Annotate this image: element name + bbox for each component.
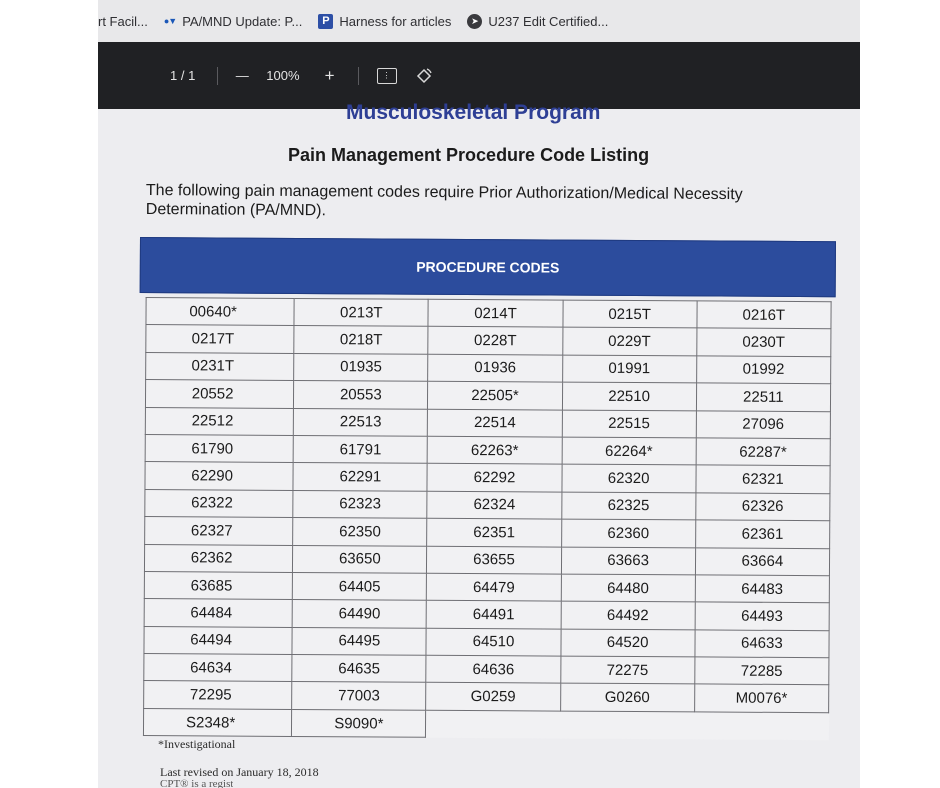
code-cell: 62290	[145, 462, 293, 490]
code-cell: 22512	[145, 407, 293, 435]
code-cell: 64520	[560, 629, 694, 657]
code-cell: 20552	[145, 380, 293, 408]
code-cell: 64633	[695, 630, 830, 658]
bookmark-2[interactable]	[164, 14, 303, 29]
code-cell: 63663	[561, 547, 695, 575]
code-cell: 62323	[293, 490, 427, 518]
table-row	[144, 654, 829, 686]
code-cell: S9090*	[292, 709, 426, 737]
page-indicator[interactable]: 1 / 1	[170, 68, 196, 83]
code-cell: 63650	[293, 545, 427, 573]
code-cell: 64510	[426, 628, 560, 656]
table-header: PROCEDURE CODES	[140, 237, 836, 297]
bookmarks-bar	[98, 0, 860, 42]
zoom-in-button[interactable]: +	[324, 65, 335, 85]
pdf-toolbar	[98, 42, 860, 109]
table-row	[144, 626, 829, 658]
table-row	[145, 380, 830, 412]
code-cell: 22515	[562, 410, 696, 438]
code-cell: 0214T	[428, 299, 562, 327]
code-cell: 0229T	[562, 327, 696, 355]
code-cell: 62264*	[562, 437, 696, 465]
code-cell: 63685	[144, 571, 292, 599]
code-cell: 22511	[696, 383, 831, 411]
code-cell	[560, 711, 694, 739]
bookmark-label: rt Facil...	[98, 13, 148, 29]
code-cell: 01936	[428, 354, 562, 382]
photo-frame	[98, 0, 860, 788]
table-row	[145, 489, 830, 521]
code-cell: 62325	[561, 492, 695, 520]
code-cell: 0231T	[146, 352, 294, 380]
code-cell: 22513	[293, 408, 427, 436]
code-cell: 62322	[145, 489, 293, 517]
code-cell: 61790	[145, 434, 293, 462]
table-row	[144, 599, 829, 631]
code-cell: 64493	[695, 602, 830, 630]
document-title: Pain Management Procedure Code Listing	[288, 145, 650, 165]
code-cell: 64635	[292, 655, 426, 683]
code-cell: 62321	[696, 465, 831, 493]
code-cell: 64491	[427, 601, 561, 629]
table-row	[146, 325, 831, 357]
code-cell: 63664	[695, 547, 830, 575]
code-cell: 62350	[293, 518, 427, 546]
code-cell: 62320	[561, 464, 695, 492]
code-cell: 64484	[144, 599, 292, 627]
zoom-out-button[interactable]: —	[235, 68, 249, 83]
table-row	[145, 434, 830, 466]
round-logo-icon: ➤	[467, 14, 482, 29]
code-cell: 77003	[292, 682, 426, 710]
code-cell: 22510	[562, 382, 696, 410]
bookmark-1[interactable]	[98, 14, 148, 29]
code-cell: 64494	[144, 626, 292, 654]
code-cell: 63655	[427, 546, 561, 574]
procedure-codes-table	[137, 237, 836, 740]
bookmark-3[interactable]	[318, 14, 451, 29]
code-cell: 64634	[144, 654, 292, 682]
pdf-page	[98, 101, 860, 788]
toolbar-divider	[358, 67, 359, 85]
code-cell: 62287*	[696, 438, 831, 466]
fit-page-icon[interactable]: ⋮	[377, 68, 397, 84]
table-row	[146, 298, 831, 330]
code-cell: M0076*	[694, 684, 829, 712]
code-cell: 20553	[294, 381, 428, 409]
code-cell: 62291	[293, 463, 427, 491]
code-cell: 62361	[695, 520, 830, 548]
code-cell: 62351	[427, 518, 561, 546]
code-cell: 64479	[427, 573, 561, 601]
table-row	[146, 352, 831, 384]
bookmark-label: PA/MND Update: P...	[182, 13, 303, 29]
code-cell: 0230T	[696, 328, 831, 356]
bookmark-4[interactable]	[467, 14, 608, 29]
code-cell: 0228T	[428, 327, 562, 355]
code-cell: 01992	[696, 356, 831, 384]
code-cell: 22505*	[428, 381, 562, 409]
toolbar-divider	[217, 67, 218, 85]
code-cell: 72285	[694, 657, 829, 685]
code-cell: 72275	[560, 656, 694, 684]
rotate-icon[interactable]	[415, 67, 433, 85]
code-cell: 62292	[427, 464, 561, 492]
code-cell: 62360	[561, 519, 695, 547]
codes-grid	[143, 297, 832, 740]
bookmark-label: U237 Edit Certified...	[488, 13, 609, 29]
zoom-level[interactable]: 100%	[266, 68, 300, 83]
code-cell: 62327	[145, 517, 293, 545]
code-cell: 72295	[144, 681, 292, 709]
code-cell: 0217T	[146, 325, 294, 353]
code-cell: 64405	[292, 572, 426, 600]
table-row	[145, 407, 830, 439]
code-cell: 0216T	[697, 301, 832, 329]
footnote: *Investigational	[158, 737, 236, 751]
code-cell	[694, 712, 829, 740]
code-cell: 62324	[427, 491, 561, 519]
intro-text: The following pain management codes require Prior Authorization/Medical Necessity Determination (PA/MND).	[145, 181, 743, 220]
cpt-notice: CPT® is a regist	[160, 778, 234, 788]
code-cell: 00640*	[146, 298, 294, 326]
table-row	[144, 544, 829, 576]
code-cell: 62362	[144, 544, 292, 572]
table-row	[144, 681, 829, 713]
code-cell: S2348*	[143, 708, 291, 736]
code-cell: 0213T	[294, 298, 428, 326]
program-title: Musculoskeletal Program	[346, 101, 601, 124]
code-cell: 62263*	[428, 436, 562, 464]
table-row	[145, 517, 830, 549]
code-cell: G0259	[426, 683, 560, 711]
code-cell: 0218T	[294, 326, 428, 354]
revision-date: Last revised on January 18, 2018	[160, 765, 319, 779]
code-cell: 0215T	[562, 300, 696, 328]
code-cell: 64492	[561, 601, 695, 629]
code-cell: 64483	[695, 575, 830, 603]
code-cell	[426, 710, 560, 738]
code-cell: 22514	[428, 409, 562, 437]
code-cell: 64490	[292, 600, 426, 628]
table-row	[145, 462, 830, 494]
p-logo-icon: P	[318, 14, 333, 29]
code-cell: 64495	[292, 627, 426, 655]
code-cell: 64636	[426, 655, 560, 683]
dots-icon: ●▼	[163, 16, 177, 26]
table-row	[144, 571, 829, 603]
code-cell: 01991	[562, 355, 696, 383]
table-row	[143, 708, 828, 740]
code-cell: G0260	[560, 684, 694, 712]
code-cell: 62326	[695, 493, 830, 521]
code-cell: 01935	[294, 353, 428, 381]
code-cell: 61791	[293, 435, 427, 463]
code-cell: 27096	[696, 410, 831, 438]
bookmark-label: Harness for articles	[339, 13, 452, 29]
code-cell: 64480	[561, 574, 695, 602]
